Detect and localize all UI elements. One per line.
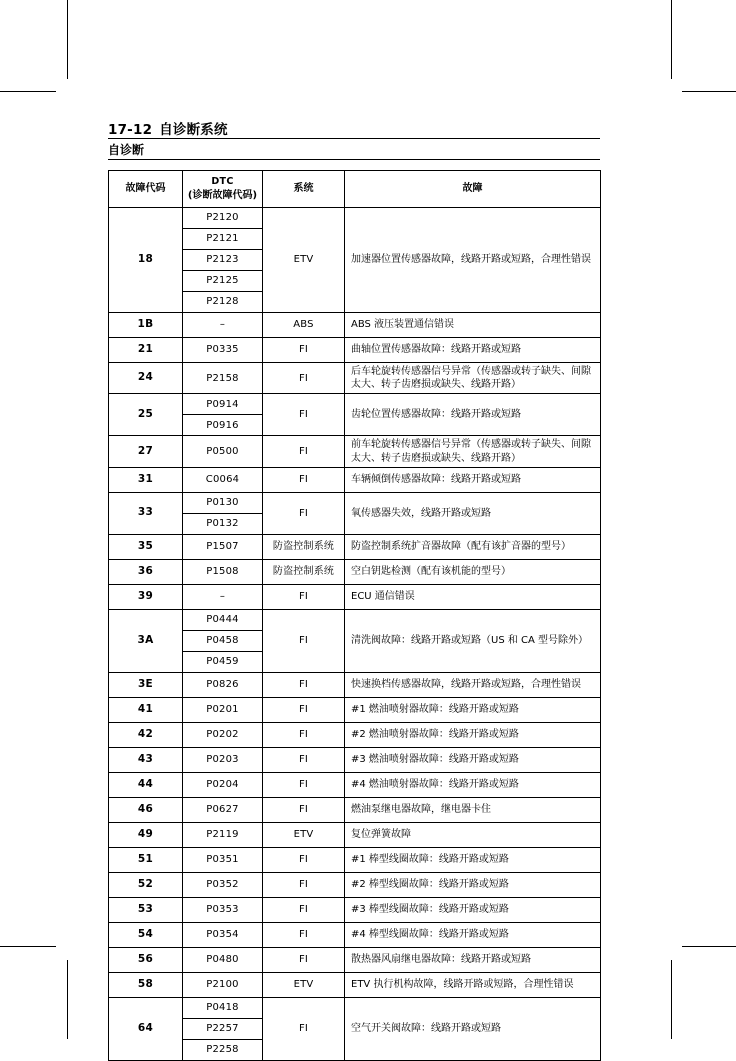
cell-fault-description: 散热器风扇继电器故障：线路开路或短路 — [345, 947, 601, 972]
crop-mark-top-left-horizontal — [0, 91, 56, 92]
cell-system: FI — [263, 747, 345, 772]
cell-fault-code: 18 — [109, 208, 183, 313]
cell-fault-code: 33 — [109, 492, 183, 534]
table-row — [109, 997, 601, 1018]
column-header-dtc-line2: (诊断故障代码) — [187, 189, 258, 201]
cell-fault-code: 36 — [109, 559, 183, 584]
cell-dtc: P0352 — [183, 872, 263, 897]
crop-mark-top-left-vertical — [67, 0, 68, 79]
cell-fault-code: 25 — [109, 394, 183, 436]
cell-dtc: P2119 — [183, 822, 263, 847]
cell-dtc: P0335 — [183, 338, 263, 363]
cell-fault-description: #2 燃油喷射器故障：线路开路或短路 — [345, 722, 601, 747]
cell-dtc: P2258 — [183, 1039, 263, 1060]
table-row — [109, 534, 601, 559]
column-header-fault-code: 故障代码 — [109, 171, 183, 208]
cell-dtc: P2100 — [183, 972, 263, 997]
cell-fault-code: 39 — [109, 584, 183, 609]
table-row — [109, 897, 601, 922]
cell-system: FI — [263, 722, 345, 747]
table-row — [109, 922, 601, 947]
cell-system: FI — [263, 492, 345, 534]
cell-fault-code: 52 — [109, 872, 183, 897]
crop-mark-bottom-right-horizontal — [682, 946, 736, 947]
cell-dtc: P0444 — [183, 609, 263, 630]
cell-fault-code: 58 — [109, 972, 183, 997]
cell-system: FI — [263, 363, 345, 394]
column-header-dtc-line1: DTC — [211, 176, 234, 188]
cell-fault-code: 42 — [109, 722, 183, 747]
cell-fault-description: 曲轴位置传感器故障：线路开路或短路 — [345, 338, 601, 363]
table-header — [109, 171, 601, 208]
table-row — [109, 363, 601, 394]
cell-system: FI — [263, 872, 345, 897]
table-row — [109, 584, 601, 609]
cell-fault-code: 35 — [109, 534, 183, 559]
table-header-row — [109, 171, 601, 208]
cell-system: ETV — [263, 972, 345, 997]
cell-system: FI — [263, 436, 345, 467]
table-row — [109, 947, 601, 972]
table-row — [109, 338, 601, 363]
cell-system: FI — [263, 338, 345, 363]
cell-fault-description: #3 棒型线圈故障：线路开路或短路 — [345, 897, 601, 922]
cell-dtc: – — [183, 584, 263, 609]
table-row — [109, 467, 601, 492]
cell-fault-code: 43 — [109, 747, 183, 772]
crop-mark-bottom-right-vertical — [671, 960, 672, 1039]
cell-dtc: P0354 — [183, 922, 263, 947]
cell-dtc: P0458 — [183, 630, 263, 651]
cell-fault-description: ECU 通信错误 — [345, 584, 601, 609]
table-row — [109, 822, 601, 847]
table-row — [109, 872, 601, 897]
page-number: 17-12 — [108, 122, 153, 138]
cell-fault-description: 齿轮位置传感器故障：线路开路或短路 — [345, 394, 601, 436]
cell-dtc: P2128 — [183, 292, 263, 313]
column-header-dtc — [183, 171, 263, 208]
cell-system: ETV — [263, 208, 345, 313]
cell-fault-description: 空白钥匙检测（配有该机能的型号） — [345, 559, 601, 584]
cell-system: 防盗控制系统 — [263, 559, 345, 584]
column-header-fault: 故障 — [345, 171, 601, 208]
cell-dtc: P1508 — [183, 559, 263, 584]
crop-mark-top-right-horizontal — [682, 91, 736, 92]
cell-fault-description: 空气开关阀故障：线路开路或短路 — [345, 997, 601, 1060]
cell-fault-description: 前车轮旋转传感器信号异常（传感器或转子缺失、间隙太大、转子齿磨损或缺失、线路开路） — [345, 436, 601, 467]
heading-rule-bottom — [108, 159, 600, 160]
cell-fault-description: 快速换档传感器故障，线路开路或短路，合理性错误 — [345, 672, 601, 697]
cell-dtc: P2120 — [183, 208, 263, 229]
cell-system: FI — [263, 772, 345, 797]
cell-fault-description: 清洗阀故障：线路开路或短路（US 和 CA 型号除外） — [345, 609, 601, 672]
cell-system: 防盗控制系统 — [263, 534, 345, 559]
cell-dtc: P0480 — [183, 947, 263, 972]
column-header-system: 系统 — [263, 171, 345, 208]
cell-fault-code: 46 — [109, 797, 183, 822]
cell-fault-code: 3A — [109, 609, 183, 672]
cell-dtc: P0202 — [183, 722, 263, 747]
cell-system: FI — [263, 797, 345, 822]
cell-fault-code: 21 — [109, 338, 183, 363]
table-row — [109, 208, 601, 229]
table-row — [109, 847, 601, 872]
cell-fault-code: 49 — [109, 822, 183, 847]
cell-fault-description: 车辆倾倒传感器故障：线路开路或短路 — [345, 467, 601, 492]
cell-dtc: P0203 — [183, 747, 263, 772]
cell-dtc: P0132 — [183, 513, 263, 534]
table-row — [109, 747, 601, 772]
cell-dtc: P0130 — [183, 492, 263, 513]
table-row — [109, 394, 601, 415]
cell-dtc: P0204 — [183, 772, 263, 797]
table-row — [109, 313, 601, 338]
table-row — [109, 436, 601, 467]
table-row — [109, 797, 601, 822]
cell-dtc: P0627 — [183, 797, 263, 822]
cell-system: FI — [263, 847, 345, 872]
cell-dtc: P0351 — [183, 847, 263, 872]
table-row — [109, 972, 601, 997]
cell-system: FI — [263, 697, 345, 722]
cell-system: ABS — [263, 313, 345, 338]
cell-system: FI — [263, 394, 345, 436]
section-heading: 自诊断 — [108, 143, 145, 157]
cell-fault-description: #3 燃油喷射器故障：线路开路或短路 — [345, 747, 601, 772]
crop-mark-bottom-left-vertical — [67, 960, 68, 1039]
cell-dtc: P0916 — [183, 415, 263, 436]
cell-system: FI — [263, 584, 345, 609]
cell-dtc: P2123 — [183, 250, 263, 271]
table-row — [109, 722, 601, 747]
cell-dtc: P0353 — [183, 897, 263, 922]
cell-dtc: P0500 — [183, 436, 263, 467]
cell-fault-description: ABS 液压装置通信错误 — [345, 313, 601, 338]
cell-dtc: P2121 — [183, 229, 263, 250]
cell-dtc: P0201 — [183, 697, 263, 722]
heading-rule-top — [108, 138, 600, 139]
table-row — [109, 772, 601, 797]
cell-system: ETV — [263, 822, 345, 847]
cell-fault-description: 复位弹簧故障 — [345, 822, 601, 847]
cell-fault-description: 防盗控制系统扩音器故障（配有该扩音器的型号） — [345, 534, 601, 559]
cell-fault-description: 氧传感器失效，线路开路或短路 — [345, 492, 601, 534]
table-row — [109, 559, 601, 584]
cell-dtc: P0418 — [183, 997, 263, 1018]
cell-dtc: P0914 — [183, 394, 263, 415]
cell-fault-code: 54 — [109, 922, 183, 947]
table-row — [109, 672, 601, 697]
page-title-text: 自诊断系统 — [159, 122, 228, 138]
cell-fault-description: 后车轮旋转传感器信号异常（传感器或转子缺失、间隙太大、转子齿磨损或缺失、线路开路） — [345, 363, 601, 394]
cell-fault-description: 加速器位置传感器故障，线路开路或短路，合理性错误 — [345, 208, 601, 313]
cell-dtc: P2257 — [183, 1018, 263, 1039]
cell-dtc: – — [183, 313, 263, 338]
cell-fault-description: #4 棒型线圈故障：线路开路或短路 — [345, 922, 601, 947]
cell-dtc: P0826 — [183, 672, 263, 697]
cell-dtc: P1507 — [183, 534, 263, 559]
diagnostic-trouble-code-table — [108, 170, 601, 1061]
crop-mark-top-right-vertical — [671, 0, 672, 79]
cell-fault-code: 1B — [109, 313, 183, 338]
cell-fault-code: 24 — [109, 363, 183, 394]
cell-dtc: P2158 — [183, 363, 263, 394]
cell-system: FI — [263, 947, 345, 972]
table-row — [109, 609, 601, 630]
cell-fault-code: 27 — [109, 436, 183, 467]
cell-dtc: P2125 — [183, 271, 263, 292]
cell-fault-code: 56 — [109, 947, 183, 972]
table-row — [109, 492, 601, 513]
cell-system: FI — [263, 997, 345, 1060]
cell-fault-code: 31 — [109, 467, 183, 492]
cell-fault-code: 51 — [109, 847, 183, 872]
cell-fault-code: 64 — [109, 997, 183, 1060]
cell-system: FI — [263, 609, 345, 672]
cell-fault-description: #1 燃油喷射器故障：线路开路或短路 — [345, 697, 601, 722]
cell-fault-description: 燃油泵继电器故障，继电器卡住 — [345, 797, 601, 822]
cell-system: FI — [263, 922, 345, 947]
cell-fault-code: 3E — [109, 672, 183, 697]
cell-fault-description: #1 棒型线圈故障：线路开路或短路 — [345, 847, 601, 872]
cell-fault-description: ETV 执行机构故障，线路开路或短路，合理性错误 — [345, 972, 601, 997]
cell-fault-description: #2 棒型线圈故障：线路开路或短路 — [345, 872, 601, 897]
cell-system: FI — [263, 467, 345, 492]
cell-system: FI — [263, 672, 345, 697]
cell-dtc: C0064 — [183, 467, 263, 492]
page-title — [108, 118, 600, 138]
cell-fault-code: 44 — [109, 772, 183, 797]
cell-dtc: P0459 — [183, 651, 263, 672]
cell-system: FI — [263, 897, 345, 922]
table-body — [109, 208, 601, 1061]
cell-fault-code: 53 — [109, 897, 183, 922]
crop-mark-bottom-left-horizontal — [0, 946, 56, 947]
table-row — [109, 697, 601, 722]
cell-fault-description: #4 燃油喷射器故障：线路开路或短路 — [345, 772, 601, 797]
cell-fault-code: 41 — [109, 697, 183, 722]
